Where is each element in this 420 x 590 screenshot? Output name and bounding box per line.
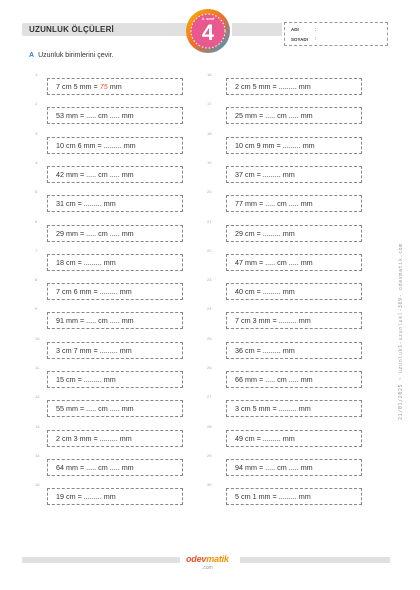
question-number: 17. bbox=[207, 101, 213, 107]
question-box[interactable] bbox=[47, 137, 183, 154]
question-box[interactable] bbox=[226, 137, 362, 154]
question-box[interactable] bbox=[226, 342, 362, 359]
question-text: 2 cm 5 mm = ......... mm bbox=[235, 82, 311, 91]
question-text: 42 mm = ..... cm ..... mm bbox=[56, 169, 134, 179]
header-bar-right bbox=[232, 23, 282, 36]
question-number: 11. bbox=[35, 365, 41, 370]
question-box[interactable] bbox=[226, 225, 362, 242]
name-box bbox=[284, 22, 388, 46]
question-text: 7 cm 6 mm = ......... mm bbox=[56, 287, 132, 297]
question-number: 21. bbox=[207, 218, 213, 224]
question-box[interactable] bbox=[226, 371, 362, 388]
question-text: 10 cm 9 mm = ......... mm bbox=[235, 140, 315, 150]
surname-colon: : bbox=[315, 36, 317, 42]
question-text: 15 cm = ......... mm bbox=[56, 375, 116, 384]
question-number: 8. bbox=[35, 277, 39, 283]
question-number: 20. bbox=[207, 189, 213, 195]
question-box[interactable] bbox=[47, 342, 183, 359]
footer-logo bbox=[186, 554, 229, 564]
question-number: 22. bbox=[207, 247, 213, 253]
question-box[interactable] bbox=[47, 488, 183, 505]
question-number: 16. bbox=[207, 72, 213, 77]
question-text: 29 mm = ..... cm ..... mm bbox=[56, 228, 134, 238]
side-watermark-text: 21/01/2025 ~ uzunluk1-uzunlukl-369- odevmatik.com bbox=[398, 243, 404, 420]
question-text: 91 mm = ..... cm ..... mm bbox=[56, 316, 134, 326]
question-number: 26. bbox=[207, 365, 213, 370]
question-number: 6. bbox=[35, 218, 39, 224]
question-number: 12. bbox=[35, 394, 41, 400]
question-text: 47 mm = ..... cm ..... mm bbox=[235, 257, 313, 267]
question-text: 77 mm = ..... cm ..... mm bbox=[235, 199, 313, 209]
question-text: 3 cm 7 mm = ......... mm bbox=[56, 345, 132, 355]
question-number: 19. bbox=[207, 159, 213, 165]
question-box[interactable] bbox=[47, 459, 183, 476]
question-box[interactable] bbox=[47, 107, 183, 124]
question-number: 18. bbox=[207, 130, 213, 136]
question-text: 64 mm = ..... cm ..... mm bbox=[56, 462, 134, 472]
footer-logo-com: .com bbox=[202, 565, 213, 571]
question-number: 30. bbox=[207, 482, 213, 488]
question-number: 24. bbox=[207, 306, 213, 312]
question-box[interactable] bbox=[226, 312, 362, 329]
instruction-letter: A bbox=[29, 52, 35, 59]
question-number: 2. bbox=[35, 101, 39, 107]
instruction bbox=[29, 52, 114, 59]
instruction-text: Uzunluk birimlerini çevir. bbox=[38, 52, 114, 59]
question-box[interactable] bbox=[226, 283, 362, 300]
name-label: ADI bbox=[291, 27, 299, 32]
grade-label: 4. sınıf bbox=[201, 16, 215, 21]
question-text: 7 cm 5 mm = bbox=[56, 82, 100, 91]
question-box[interactable] bbox=[226, 400, 362, 417]
question-text: 66 mm = ..... cm ..... mm bbox=[235, 375, 313, 384]
question-box[interactable] bbox=[47, 195, 183, 212]
question-text: 40 cm = ......... mm bbox=[235, 287, 295, 297]
question-box[interactable] bbox=[47, 400, 183, 417]
logo-part-b: matik bbox=[206, 554, 229, 564]
grade-badge bbox=[185, 8, 231, 54]
question-number: 13. bbox=[35, 423, 41, 429]
grade-number: 4 bbox=[201, 20, 215, 45]
footer-bar-left bbox=[22, 557, 180, 563]
question-box[interactable] bbox=[226, 430, 362, 447]
question-number: 25. bbox=[207, 335, 213, 341]
question-number: 5. bbox=[35, 189, 39, 195]
question-number: 10. bbox=[35, 335, 41, 341]
question-box[interactable] bbox=[47, 430, 183, 447]
question-number: 23. bbox=[207, 277, 213, 283]
question-answer: 75 bbox=[99, 82, 108, 91]
question-text: 36 cm = ......... mm bbox=[235, 345, 295, 355]
question-box[interactable] bbox=[226, 195, 362, 212]
question-number: 7. bbox=[35, 247, 39, 253]
question-box[interactable] bbox=[226, 78, 362, 95]
question-text: 55 mm = ..... cm ..... mm bbox=[56, 404, 134, 414]
question-text: 5 cm 1 mm = ......... mm bbox=[235, 492, 311, 502]
page-title: UZUNLUK ÖLÇÜLERİ bbox=[29, 25, 114, 34]
question-box[interactable] bbox=[47, 283, 183, 300]
question-number: 28. bbox=[207, 423, 213, 429]
question-text: 3 cm 5 mm = ......... mm bbox=[235, 404, 311, 414]
question-text: 94 mm = ..... cm ..... mm bbox=[235, 462, 313, 472]
question-box[interactable] bbox=[226, 254, 362, 271]
question-box[interactable] bbox=[47, 371, 183, 388]
question-text: 31 cm = ......... mm bbox=[56, 199, 116, 209]
question-number: 27. bbox=[207, 394, 213, 400]
question-box[interactable] bbox=[47, 225, 183, 242]
question-text: 25 mm = ..... cm ..... mm bbox=[235, 111, 313, 121]
question-number: 1. bbox=[35, 72, 39, 77]
question-box[interactable] bbox=[226, 459, 362, 476]
question-number: 4. bbox=[35, 159, 39, 165]
question-text: 37 cm = ......... mm bbox=[235, 169, 295, 179]
surname-label: SOYADI bbox=[291, 37, 308, 42]
question-text: 29 cm = ......... mm bbox=[235, 228, 295, 238]
question-box[interactable] bbox=[47, 166, 183, 183]
question-box[interactable] bbox=[226, 166, 362, 183]
question-number: 14. bbox=[35, 452, 41, 458]
question-number: 3. bbox=[35, 130, 39, 136]
question-box[interactable] bbox=[47, 78, 183, 95]
question-text: 53 mm = ..... cm ..... mm bbox=[56, 111, 134, 121]
question-text: 2 cm 3 mm = ......... mm bbox=[56, 433, 132, 443]
question-box[interactable] bbox=[47, 312, 183, 329]
question-text: 19 cm = ......... mm bbox=[56, 492, 116, 502]
question-text: 10 cm 6 mm = ......... mm bbox=[56, 140, 136, 150]
question-box[interactable] bbox=[226, 107, 362, 124]
question-box[interactable] bbox=[47, 254, 183, 271]
question-text: 7 cm 3 mm = ......... mm bbox=[235, 316, 311, 326]
question-text: 49 cm = ......... mm bbox=[235, 433, 295, 443]
name-colon: : bbox=[315, 27, 317, 33]
question-number: 29. bbox=[207, 452, 213, 458]
question-box[interactable] bbox=[226, 488, 362, 505]
question-text: 18 cm = ......... mm bbox=[56, 257, 116, 267]
footer-bar-right bbox=[240, 557, 390, 563]
question-suffix: mm bbox=[107, 82, 122, 91]
question-number: 15. bbox=[35, 482, 41, 488]
question-number: 9. bbox=[35, 306, 39, 312]
logo-part-a: odev bbox=[186, 554, 207, 564]
